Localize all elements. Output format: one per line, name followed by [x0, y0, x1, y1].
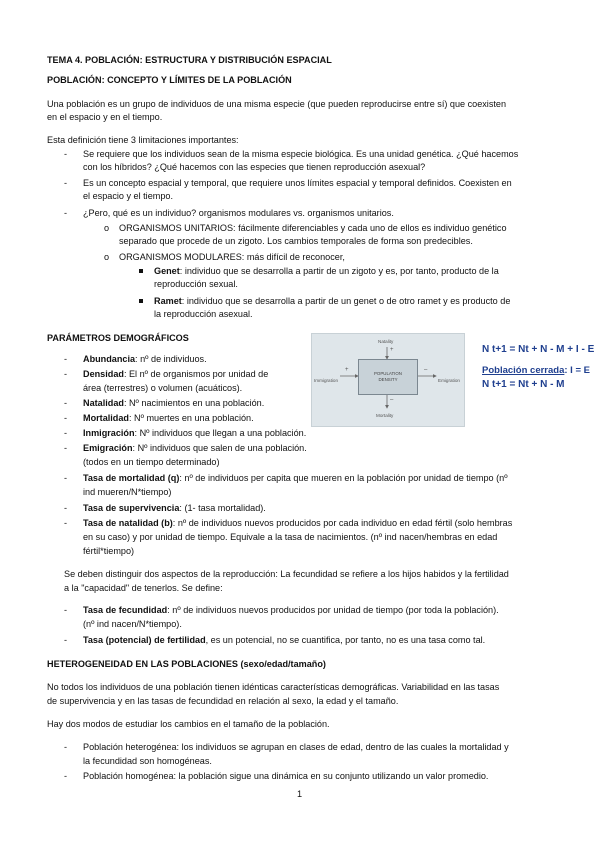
term-tasa-fertilidad: Tasa (potencial) de fertilidad [83, 635, 206, 645]
plus-sign: + [390, 347, 394, 353]
list-item-text [83, 634, 485, 647]
bullet-dash: - [64, 428, 68, 438]
term-ramet: Ramet [154, 296, 182, 306]
term-emigracion: Emigración [83, 443, 133, 453]
list-item-text [83, 442, 307, 455]
bullet-circle: o [104, 252, 110, 262]
term-genet: Genet [154, 266, 180, 276]
list-item-text: la fecundidad son homogéneas. [83, 756, 212, 766]
term-inmigracion: Inmigración [83, 428, 135, 438]
list-item-text: Población homogénea: la población sigue una dinámica en su conjunto utilizando un valor promedio. [83, 771, 489, 781]
term-abundancia: Abundancia [83, 354, 136, 364]
section-heading-parametros: PARÁMETROS DEMOGRÁFICOS [47, 333, 189, 343]
bullet-dash: - [64, 742, 68, 752]
list-item-text: Se requiere que los individuos sean de la misma especie biológica. Es una unidad genética. ¿Qué hacemos [83, 149, 519, 159]
definition-inmigracion: : Nº individuos que llegan a una población. [134, 428, 307, 438]
definition-ramet: : individuo que se desarrolla a partir de un genet o de otro ramet y es producto de [181, 296, 511, 306]
list-item-text: la reproducción asexual. [154, 309, 253, 319]
closed-population-equation: : I = E [564, 365, 590, 376]
bullet-circle: o [104, 223, 110, 233]
list-item-text [83, 502, 266, 515]
minus-sign: – [424, 367, 428, 373]
definition-tasa-fecundidad: : nº de individuos nuevos producidos por unidad de tiempo (por toda la población). [167, 605, 499, 615]
paragraph-line: Una población es un grupo de individuos de una misma especie (que pueden reproducirse entre sí) que coexisten [47, 99, 507, 109]
definition-densidad: : El nº de organismos por unidad de [123, 369, 269, 379]
list-item-text: Población heterogénea: los individuos se agrupan en clases de edad, dentro de las cuales la mortalidad y [83, 742, 509, 752]
definition-tasa-mortalidad: : nº de individuos per capita que mueren en la población por unidad de tiempo (nº [179, 473, 508, 483]
term-tasa-supervivencia: Tasa de supervivencia [83, 503, 180, 513]
term-densidad: Densidad [83, 369, 124, 379]
bullet-dash: - [64, 518, 68, 528]
document-title: TEMA 4. POBLACIÓN: ESTRUCTURA Y DISTRIBUCIÓN ESPACIAL [47, 55, 332, 65]
box-label: DENSITY [378, 377, 398, 382]
list-item-text: fértil*tiempo) [83, 546, 135, 556]
list-item-text [83, 397, 264, 410]
formula-closed-population [482, 365, 590, 376]
minus-sign: – [390, 397, 394, 403]
emigration-label: Emigration [438, 378, 460, 383]
natality-label: Natality [378, 339, 394, 344]
mortality-label: Mortality [376, 413, 394, 418]
bullet-dash: - [64, 149, 68, 159]
term-natalidad: Natalidad [83, 398, 124, 408]
definition-natalidad: : Nº nacimientos en una población. [123, 398, 265, 408]
bullet-dash: - [64, 503, 68, 513]
list-item-text: ¿Pero, qué es un individuo? organismos modulares vs. organismos unitarios. [83, 208, 394, 218]
list-item-text: separado que procede de un zigoto. Los cambios temporales de forma son predecibles. [119, 236, 473, 246]
immigration-label: Immigration [314, 378, 338, 383]
list-item-text [83, 517, 512, 530]
closed-population-label: Población cerrada [482, 365, 565, 376]
term-tasa-natalidad: Tasa de natalidad (b) [83, 518, 173, 528]
list-item-text [83, 427, 306, 440]
bullet-dash: - [64, 178, 68, 188]
list-item-text: en su caso) y por unidad de tiempo. Equivale a la tasa de nacimientos. (nº ind nacen/hembras en edad [83, 532, 498, 542]
definition-emigracion: : Nº individuos que salen de una población. [132, 443, 307, 453]
list-item-text: (todos en un tiempo determinado) [83, 457, 220, 467]
list-item-text: el espacio y el tiempo. [83, 191, 173, 201]
list-item-text: ind mueren/N*tiempo) [83, 487, 172, 497]
list-item-text [83, 368, 268, 381]
list-item-text [83, 604, 499, 617]
definition-abundancia: : nº de individuos. [135, 354, 207, 364]
definition-tasa-supervivencia: : (1- tasa mortalidad). [179, 503, 266, 513]
list-item-text [83, 412, 254, 425]
bullet-dash: - [64, 208, 68, 218]
list-item-text: reproducción sexual. [154, 279, 238, 289]
bullet-dash: - [64, 413, 68, 423]
bullet-square [139, 299, 143, 303]
list-item-text: ORGANISMOS UNITARIOS: fácilmente diferenciables y cada uno de ellos es individuo genético [119, 223, 507, 233]
paragraph-line: Se deben distinguir dos aspectos de la reproducción: La fecundidad se refiere a los hijos habidos y la fertilidad [64, 569, 509, 579]
page-number: 1 [297, 789, 303, 799]
bullet-dash: - [64, 398, 68, 408]
bullet-dash: - [64, 771, 68, 781]
definition-tasa-natalidad: : nº de individuos nuevos producidos por cada individuo en edad fértil (solo hembras [172, 518, 513, 528]
list-item-text: área (terrestres) o volumen (acuáticos). [83, 383, 243, 393]
paragraph-line: en el espacio y en el tiempo. [47, 112, 163, 122]
list-item-text: (nº ind nacen/N*tiempo). [83, 619, 182, 629]
bullet-dash: - [64, 605, 68, 615]
bullet-dash: - [64, 369, 68, 379]
bullet-dash: - [64, 354, 68, 364]
definition-tasa-fertilidad: , es un potencial, no se cuantifica, por tanto, no es una tasa como tal. [205, 635, 486, 645]
list-item-text: ORGANISMOS MODULARES: más difícil de reconocer, [119, 252, 345, 262]
formula-open-population: N t+1 = Nt + N - M + I - E [482, 344, 595, 355]
section-heading-poblacion: POBLACIÓN: CONCEPTO Y LÍMITES DE LA POBLACIÓN [47, 75, 292, 85]
paragraph-line: a la "capacidad" de tenerlos. Se define: [64, 583, 223, 593]
paragraph-line: Esta definición tiene 3 limitaciones importantes: [47, 135, 239, 145]
population-density-box [358, 359, 418, 395]
list-item-text [154, 295, 510, 308]
paragraph-line: Hay dos modos de estudiar los cambios en el tamaño de la población. [47, 719, 330, 729]
list-item-text: con los híbridos? ¿Qué hacemos con las especies que tienen reproducción asexual? [83, 162, 426, 172]
bullet-dash: - [64, 635, 68, 645]
list-item-text [83, 472, 508, 485]
definition-mortalidad: : Nº muertes en una población. [128, 413, 254, 423]
bullet-square [139, 269, 143, 273]
paragraph-line: No todos los individuos de una población tienen idénticas características demográficas. Variabilidad en las tasas [47, 682, 500, 692]
paragraph-line: de supervivencia y en las tasas de fecundidad en relación al sexo, la edad y el tamaño. [47, 696, 399, 706]
bullet-dash: - [64, 473, 68, 483]
box-label: POPULATION [374, 371, 402, 376]
population-formula [478, 341, 598, 397]
list-item-text [83, 353, 207, 366]
bullet-dash: - [64, 443, 68, 453]
definition-genet: : individuo que se desarrolla a partir de un zigoto y es, por tanto, producto de la [179, 266, 499, 276]
section-heading-heterogeneidad: HETEROGENEIDAD EN LAS POBLACIONES (sexo/edad/tamaño) [47, 659, 326, 669]
plus-sign: + [345, 367, 349, 373]
term-tasa-mortalidad: Tasa de mortalidad (q) [83, 473, 180, 483]
formula-closed-balance: N t+1 = Nt + N - M [482, 379, 565, 390]
list-item-text [154, 265, 499, 278]
population-density-diagram [311, 333, 465, 427]
term-tasa-fecundidad: Tasa de fecundidad [83, 605, 168, 615]
list-item-text: Es un concepto espacial y temporal, que requiere unos límites espacial y temporal definidos. Coexisten en [83, 178, 512, 188]
term-mortalidad: Mortalidad [83, 413, 129, 423]
